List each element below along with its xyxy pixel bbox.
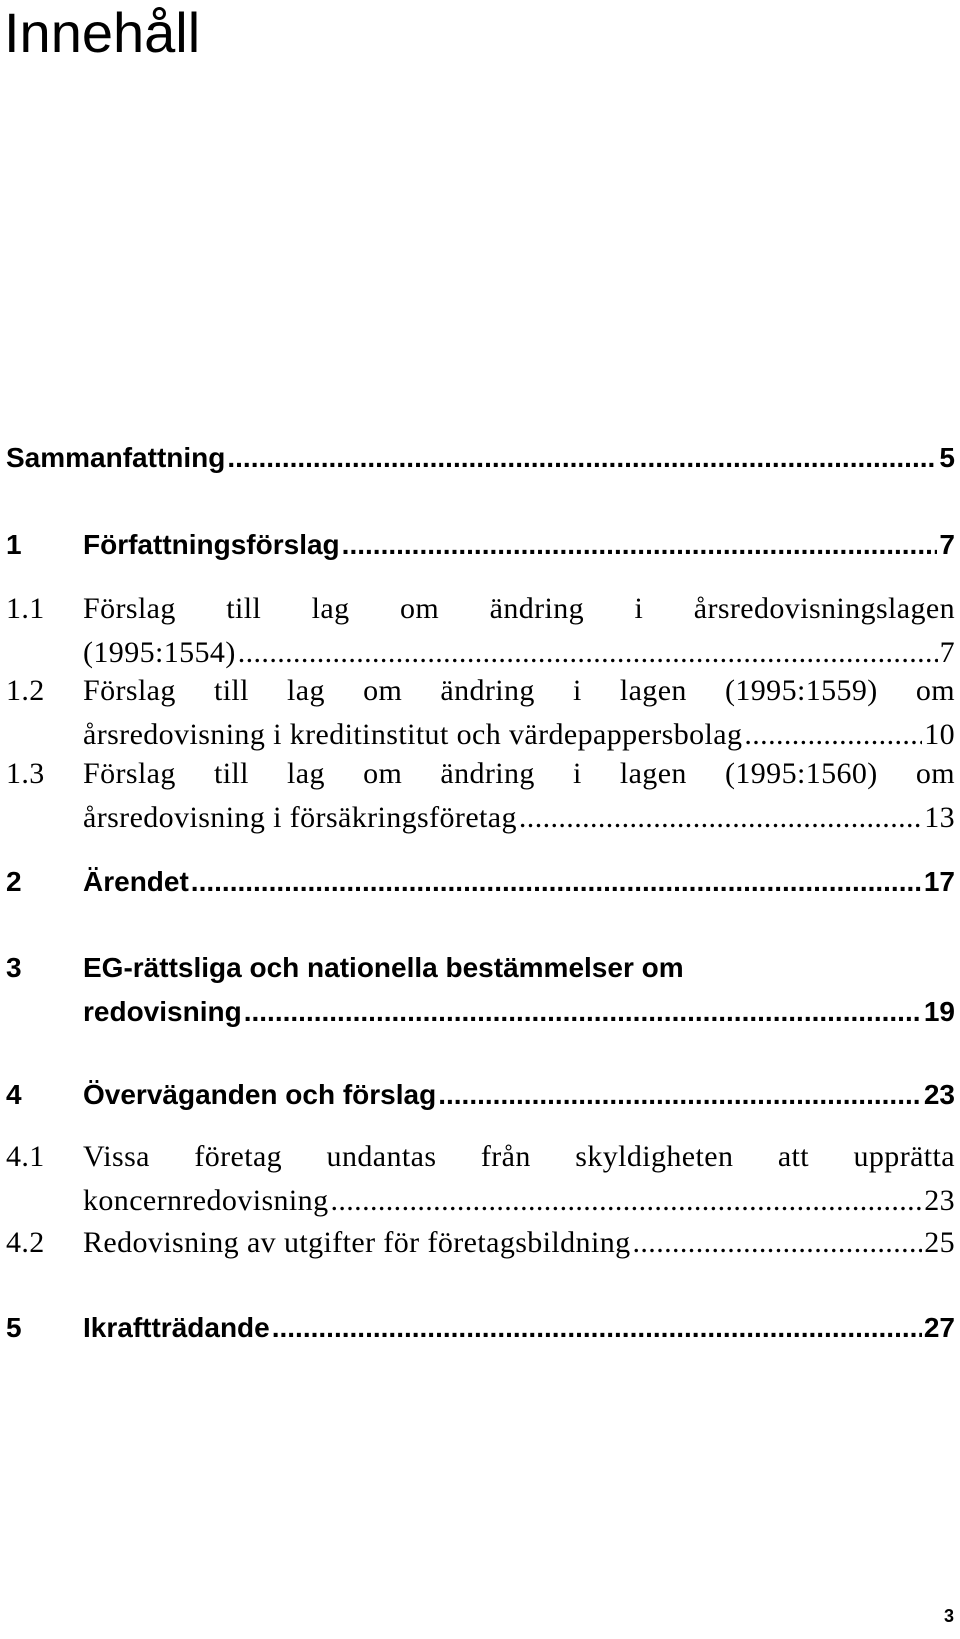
toc-page-number: 13 xyxy=(924,801,955,834)
toc-page-number: 27 xyxy=(923,1312,955,1343)
toc-entry-number: 4.2 xyxy=(6,1226,45,1259)
toc-leader-dots xyxy=(227,436,937,480)
toc-entry-label-line1: Förslag till lag om ändring i lagen (1995:1559) om xyxy=(83,674,955,707)
toc-entry-number: 2 xyxy=(6,866,22,897)
toc-entry-label-line2: koncernredovisning xyxy=(83,1184,329,1217)
toc-leader-dots xyxy=(191,860,922,904)
toc-entry-label-line2: redovisning xyxy=(83,996,242,1027)
toc-entry-label-line1: EG-rättsliga och nationella bestämmelser om xyxy=(83,952,684,983)
toc-page-number: 23 xyxy=(924,1184,955,1217)
toc-entry-label-line2: årsredovisning i försäkringsföretag xyxy=(83,801,517,834)
toc-entry-number: 3 xyxy=(6,952,22,983)
toc-entry-label: Ikraftträdande xyxy=(83,1312,270,1343)
toc-page-number: 19 xyxy=(923,996,955,1027)
toc-entry-number: 1.3 xyxy=(6,757,45,790)
toc-entry-number: 1.1 xyxy=(6,592,45,625)
page-number: 3 xyxy=(943,1606,954,1626)
toc-entry-label-line1: Förslag till lag om ändring i lagen (1995:1560) om xyxy=(83,757,955,790)
toc-leader-dots xyxy=(330,1179,922,1223)
toc-leader-dots xyxy=(438,1073,922,1117)
toc-entry-number: 5 xyxy=(6,1312,22,1343)
toc-page-number: 7 xyxy=(939,636,955,669)
toc-page-number: 5 xyxy=(939,442,955,473)
toc-entry-label: Ärendet xyxy=(83,866,189,897)
toc-entry-label-line1: Vissa företag undantas från skyldigheten att upprätta xyxy=(83,1140,955,1173)
toc-leader-dots xyxy=(744,713,922,757)
toc-entry-number: 4 xyxy=(6,1079,22,1110)
toc-leader-dots xyxy=(272,1306,922,1350)
toc-page-number: 7 xyxy=(939,529,955,560)
toc-entry-label: Författningsförslag xyxy=(83,529,340,560)
toc-leader-dots xyxy=(342,523,938,567)
toc-page-number: 17 xyxy=(923,866,955,897)
toc-page-number: 23 xyxy=(923,1079,955,1110)
toc-entry-label-line2: (1995:1554) xyxy=(83,636,236,669)
toc-entry-label: Redovisning av utgifter för företagsbildning xyxy=(83,1226,631,1259)
toc-page-number: 25 xyxy=(924,1226,955,1259)
page-title: Innehåll xyxy=(4,1,201,64)
toc-entry-number: 1.2 xyxy=(6,674,45,707)
toc-entry-label-line1: Förslag till lag om ändring i årsredovisningslagen xyxy=(83,592,955,625)
toc-leader-dots xyxy=(244,990,922,1034)
toc-leader-dots xyxy=(519,796,922,840)
toc-entry-label-line2: årsredovisning i kreditinstitut och värdepappersbolag xyxy=(83,718,743,751)
toc-entry-number: 1 xyxy=(6,529,22,560)
toc-page-number: 10 xyxy=(924,718,955,751)
toc-entry-label: Sammanfattning xyxy=(6,442,226,473)
toc-entry-label: Överväganden och förslag xyxy=(83,1079,437,1110)
toc-leader-dots xyxy=(633,1221,923,1265)
toc-entry-number: 4.1 xyxy=(6,1140,45,1173)
